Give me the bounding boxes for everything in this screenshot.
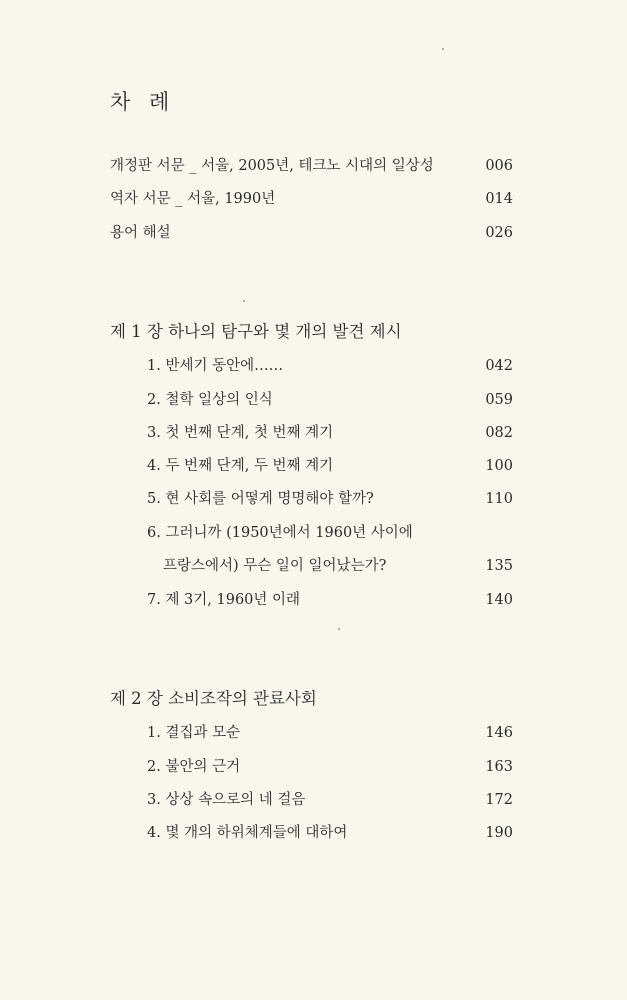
toc-entry [0,388,627,412]
toc-entry [0,221,627,245]
toc-entry [0,721,627,745]
toc-entry [0,187,627,211]
toc-entry-page: 190 [485,825,513,841]
toc-entry-label: 7. 제 3기, 1960년 이래 [147,592,301,608]
toc-entry-label: 용어 해설 [110,225,171,241]
toc-entry [0,454,627,478]
chapter-heading: 제 2 장 소비조작의 관료사회 [110,689,317,708]
toc-entry-page: 026 [485,225,513,241]
toc-entry-page: 006 [485,158,513,174]
toc-entry-page: 172 [485,792,513,808]
toc-entry-label: 역자 서문 _ 서울, 1990년 [110,191,276,207]
toc-entry-label: 4. 몇 개의 하위체계들에 대하여 [147,825,348,841]
toc-entry-page: 100 [485,458,513,474]
toc-entry-page: 059 [485,392,513,408]
toc-entry-label: 프랑스에서) 무슨 일이 일어났는가? [163,558,387,574]
toc-entry-page: 110 [485,491,513,507]
toc-entry-label: 4. 두 번째 단계, 두 번째 계기 [147,458,334,474]
toc-entry-page: 042 [485,358,513,374]
toc-entry-page: 146 [485,725,513,741]
toc-entry [0,755,627,779]
paper-speck [243,300,245,302]
toc-entry-label: 개정판 서문 _ 서울, 2005년, 테크노 시대의 일상성 [110,158,434,174]
toc-entry-label: 1. 반세기 동안에…… [147,358,284,374]
toc-entry-page: 014 [485,191,513,207]
toc-entry-label: 3. 상상 속으로의 네 걸음 [147,792,306,808]
toc-entry [0,354,627,378]
toc-entry [0,554,627,578]
toc-entry [0,521,627,545]
toc-entry [0,821,627,845]
paper-speck [442,48,444,50]
toc-title: 차 례 [110,90,176,114]
toc-entry [0,154,627,178]
toc-entry-label: 2. 철학 일상의 인식 [147,392,273,408]
toc-entry [0,421,627,445]
toc-entry [0,788,627,812]
toc-entry-page: 082 [485,425,513,441]
toc-entry-page: 135 [485,558,513,574]
toc-entry-label: 6. 그러니까 (1950년에서 1960년 사이에 [147,525,413,541]
toc-entry-label: 5. 현 사회를 어떻게 명명해야 할까? [147,491,374,507]
toc-entry-page: 163 [485,759,513,775]
toc-entry-page: 140 [485,592,513,608]
toc-entry [0,487,627,511]
toc-entry-label: 2. 불안의 근거 [147,759,241,775]
toc-entry-label: 1. 결집과 모순 [147,725,241,741]
toc-entry-label: 3. 첫 번째 단계, 첫 번째 계기 [147,425,334,441]
chapter-heading: 제 1 장 하나의 탐구와 몇 개의 발견 제시 [110,322,402,341]
toc-entry [0,588,627,612]
paper-speck [338,628,340,630]
